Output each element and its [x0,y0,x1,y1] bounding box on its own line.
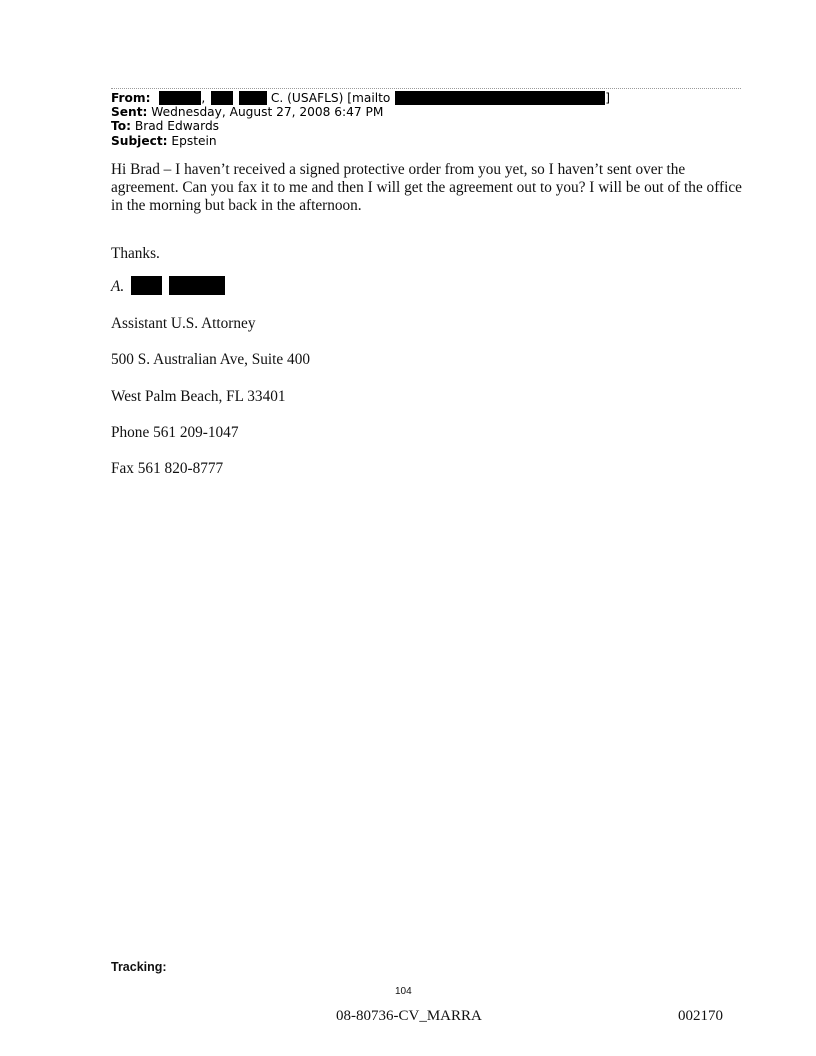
case-number: 08-80736-CV_MARRA [336,1008,482,1024]
subject-row [111,134,610,148]
redaction-block [131,276,162,295]
signature-initial: A. [111,278,125,295]
email-closing: Thanks. [111,245,160,262]
to-row [111,119,610,133]
from-value: C. (USAFLS) [mailto [270,91,391,105]
from-row [111,91,610,105]
from-label: From: [111,91,151,105]
redaction-block [159,91,201,105]
signature-phone: Phone 561 209-1047 [111,424,239,441]
signature-fax: Fax 561 820-8777 [111,460,224,477]
redaction-block [395,91,605,105]
signature-title: Assistant U.S. Attorney [111,315,256,332]
bates-number: 002170 [678,1008,723,1024]
sent-value: Wednesday, August 27, 2008 6:47 PM [151,105,384,120]
signature-name [111,276,225,296]
tracking-label: Tracking: [111,960,167,974]
sent-label: Sent: [111,105,148,120]
signature-address-1: 500 S. Australian Ave, Suite 400 [111,351,310,368]
email-headers [111,91,610,148]
redaction-block [211,91,233,105]
redaction-block [239,91,267,105]
to-value: Brad Edwards [134,119,220,134]
redaction-block [169,276,225,295]
subject-value: Epstein [171,133,217,148]
from-end: ] [605,91,611,105]
page-number: 104 [395,986,412,997]
signature-address-2: West Palm Beach, FL 33401 [111,388,286,405]
sent-row [111,105,610,119]
from-separator: , [201,91,206,105]
header-divider [111,88,741,89]
email-body: Hi Brad – I haven’t received a signed protective order from you yet, so I haven’t sent over the agreement. Can you fax it to me and then I will get the agreement out to you? I will be out of the office in the morning but back in the afternoon. [111,161,742,215]
to-label: To: [111,119,131,134]
subject-label: Subject: [111,133,168,148]
